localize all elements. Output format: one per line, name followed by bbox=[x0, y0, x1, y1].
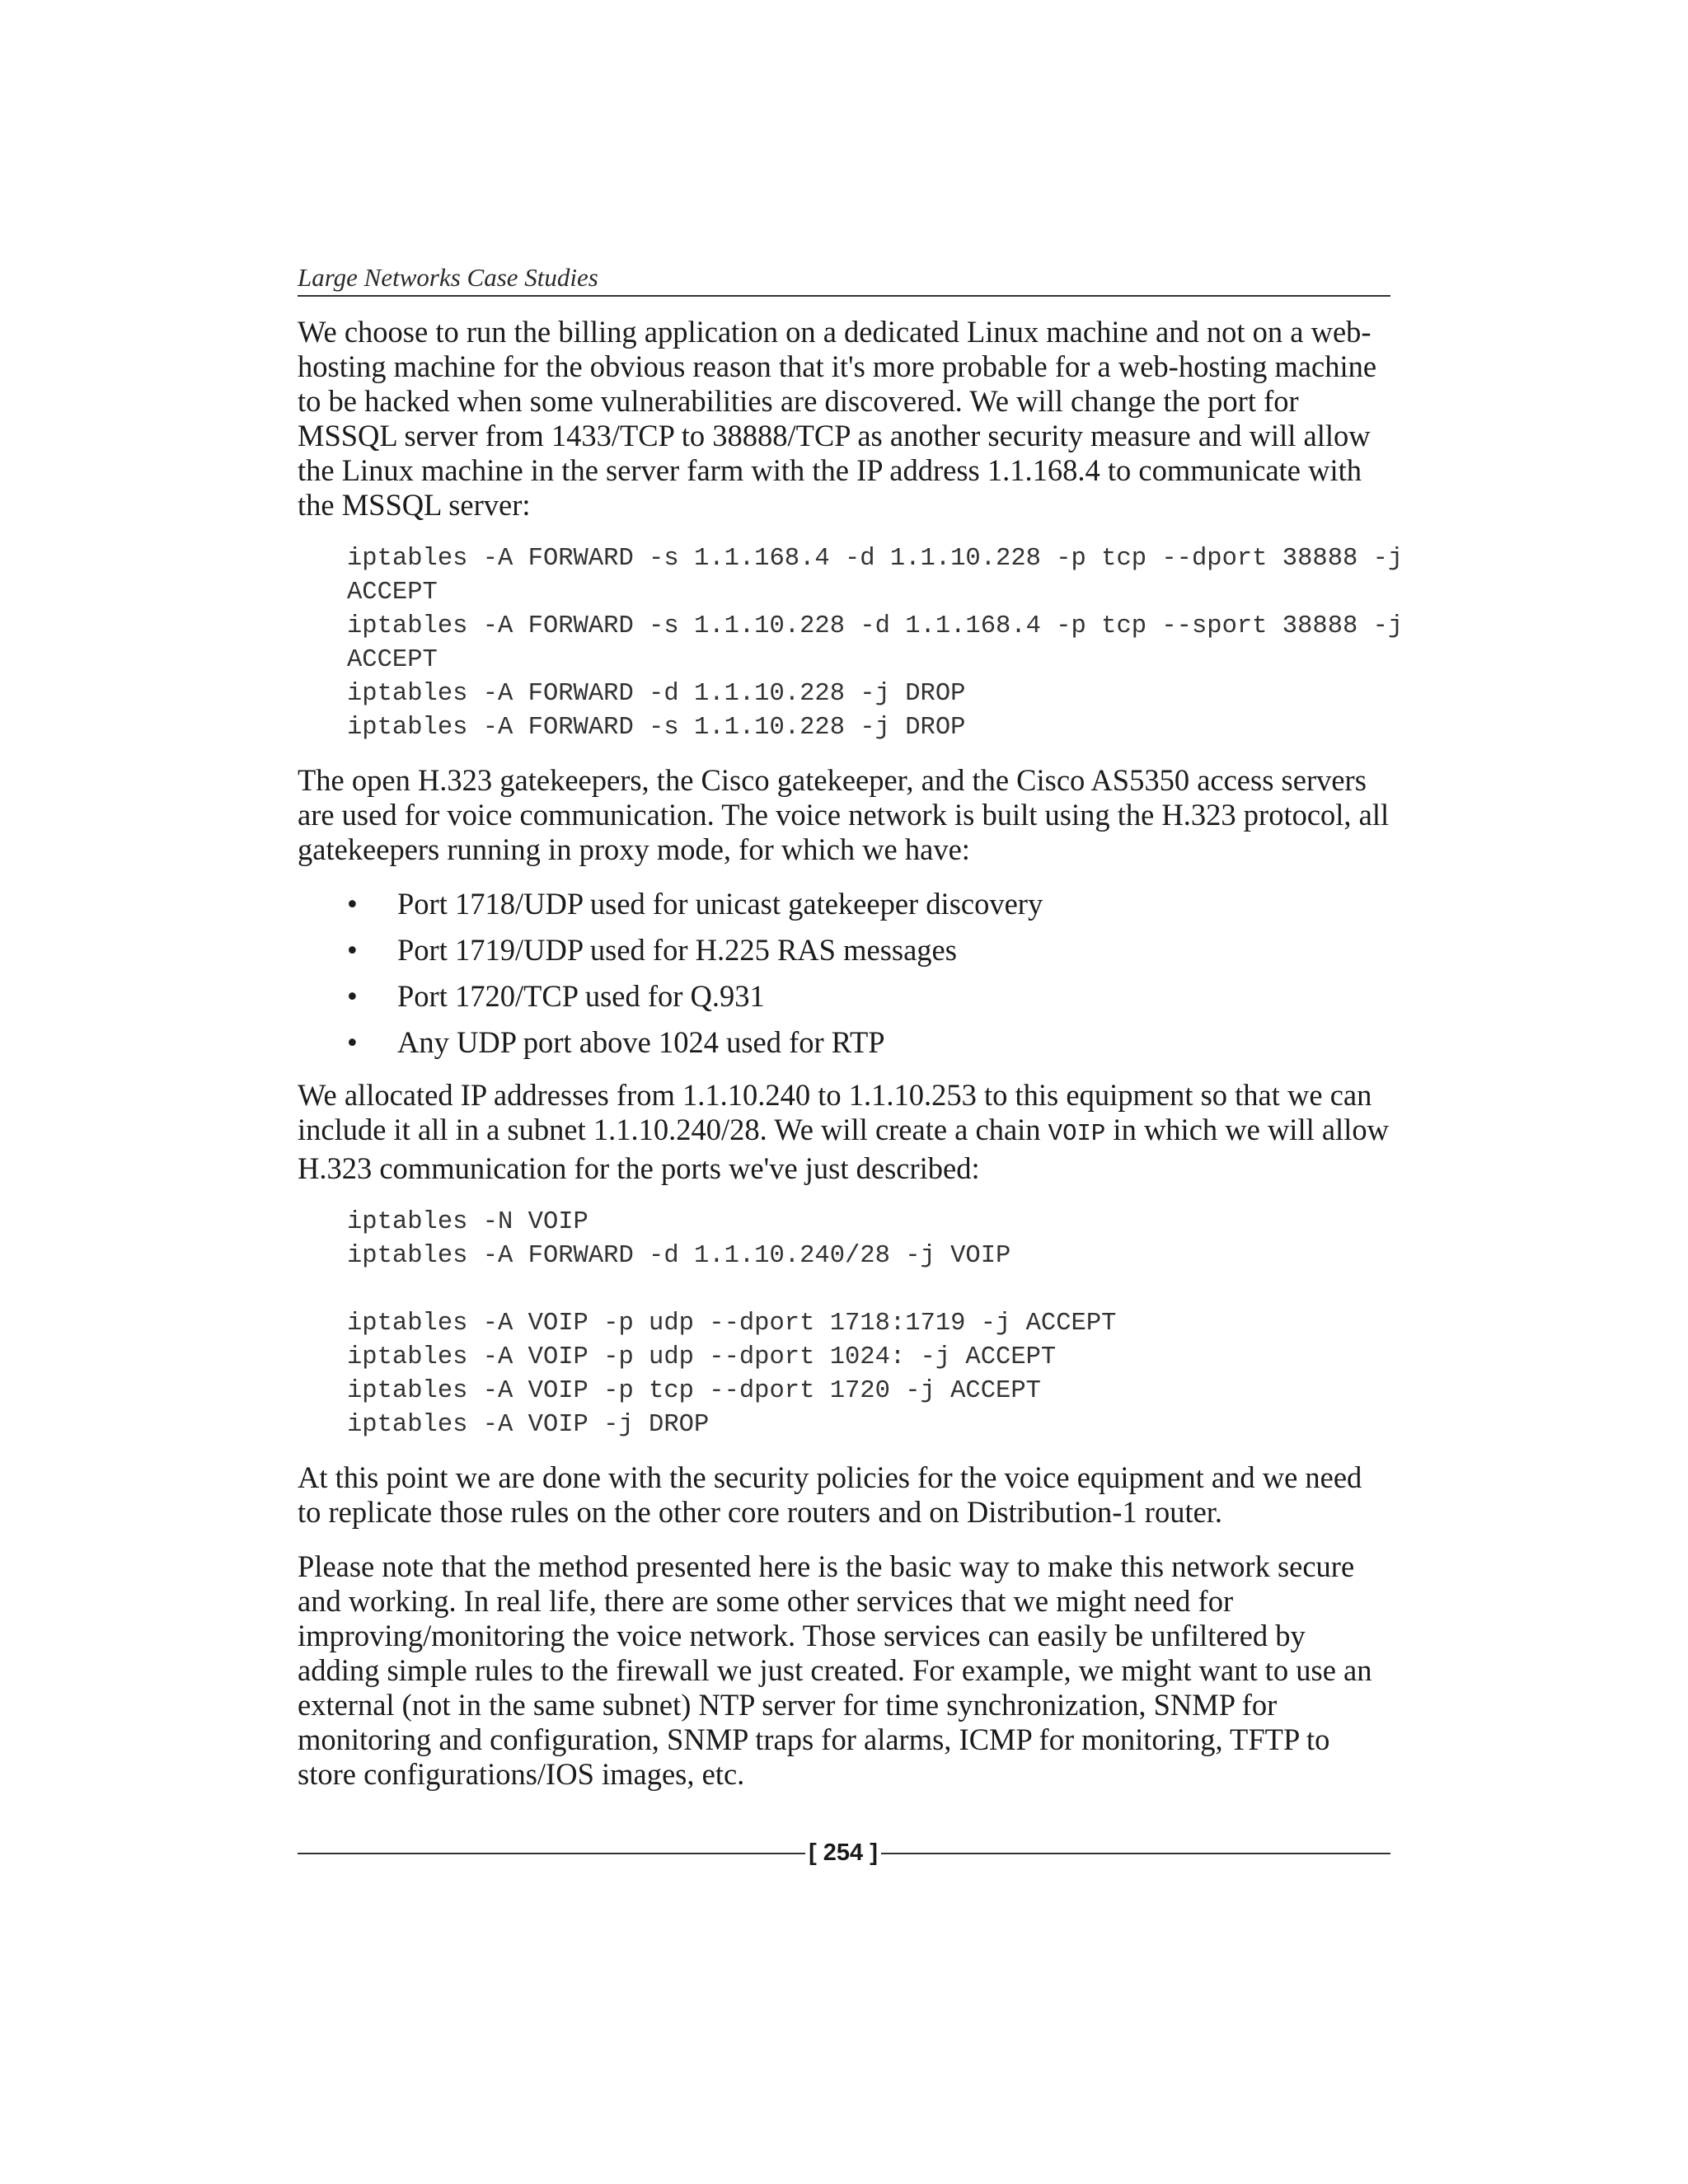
footer-rule-left bbox=[298, 1853, 805, 1854]
code-block-mssql-rules: iptables -A FORWARD -s 1.1.168.4 -d 1.1.10.228 -p tcp --dport 38888 -j ACCEPT iptables -A FORWARD -s 1.1.10.228 -d 1.1.168.4 -p tcp --sport 38888 -j ACCEPT iptables -A FORWARD -d 1.1.10.228 -j DROP iptables -A FORWARD -s 1.1.10.228 -j DROP bbox=[347, 545, 1404, 742]
list-item bbox=[347, 887, 1390, 921]
bullet-icon: • bbox=[347, 887, 358, 921]
list-item bbox=[347, 1025, 1390, 1060]
list-item bbox=[347, 933, 1390, 968]
footer-rule-right bbox=[881, 1853, 1390, 1854]
bullet-icon: • bbox=[347, 933, 358, 967]
paragraph-security-policies: At this point we are done with the security policies for the voice equipment and we need to replicate those rules on the other core routers and on Distribution-1 router. bbox=[298, 1460, 1362, 1529]
running-header: Large Networks Case Studies bbox=[298, 262, 1390, 297]
list-item bbox=[347, 979, 1390, 1014]
paragraph-voice-network: The open H.323 gatekeepers, the Cisco gatekeeper, and the Cisco AS5350 access servers are used for voice communication. The voice network is built using the H.323 protocol, all gatekeepers running in proxy mode, for which we have: bbox=[298, 763, 1390, 866]
page-number: [ 254 ] bbox=[809, 1840, 878, 1866]
paragraph-method-note: Please note that the method presented here is the basic way to make this network secure and working. In real life, there are some other services that we might need for improving/monitoring the voice network. Those services can easily be unfiltered by adding simple rules to the firewall we just created. For example, we might want to use an external (not in the same subnet) NTP server for time synchronization, SNMP for monitoring and configuration, SNMP traps for alarms, ICMP for monitoring, TFTP to store configurations/IOS images, etc. bbox=[298, 1549, 1372, 1791]
code-block-voip-rules: iptables -N VOIP iptables -A FORWARD -d 1.1.10.240/28 -j VOIP iptables -A VOIP -p udp --dport 1718:1719 -j ACCEPT iptables -A VOIP -p udp --dport 1024: -j ACCEPT iptables -A VOIP -p tcp --dport 1720 -j ACCEPT iptables -A VOIP -j DROP bbox=[347, 1208, 1117, 1439]
paragraph-text: We allocated IP addresses from 1.1.10.240 to 1.1.10.253 to this equipment so that we can include it all in a subnet 1.1.10.240/28. We will create a chain bbox=[298, 1078, 1372, 1146]
page-footer bbox=[298, 1836, 1390, 1869]
port-list bbox=[298, 887, 1390, 1060]
paragraph-ip-allocation bbox=[298, 1078, 1390, 1186]
inline-code-voip: VOIP bbox=[1048, 1120, 1106, 1147]
bullet-icon: • bbox=[347, 979, 358, 1013]
list-item-text: Port 1718/UDP used for unicast gatekeeper discovery bbox=[397, 887, 1043, 921]
paragraph-text: in which we will allow H.323 communication for the ports we've just described: bbox=[298, 1113, 1389, 1185]
list-item-text: Port 1719/UDP used for H.225 RAS messages bbox=[397, 933, 957, 967]
book-page bbox=[298, 0, 1404, 2184]
list-item-text: Any UDP port above 1024 used for RTP bbox=[397, 1025, 885, 1059]
list-item-text: Port 1720/TCP used for Q.931 bbox=[397, 979, 765, 1013]
page-content bbox=[298, 315, 1404, 1811]
bullet-icon: • bbox=[347, 1025, 358, 1059]
paragraph-billing-application: We choose to run the billing application on a dedicated Linux machine and not on a web-hosting machine for the obvious reason that it's more probable for a web-hosting machine to be hacked when some vulnerabilities are discovered. We will change the port for MSSQL server from 1433/TCP to 38888/TCP as another security measure and will allow the Linux machine in the server farm with the IP address 1.1.168.4 to communicate with the MSSQL server: bbox=[298, 315, 1377, 522]
